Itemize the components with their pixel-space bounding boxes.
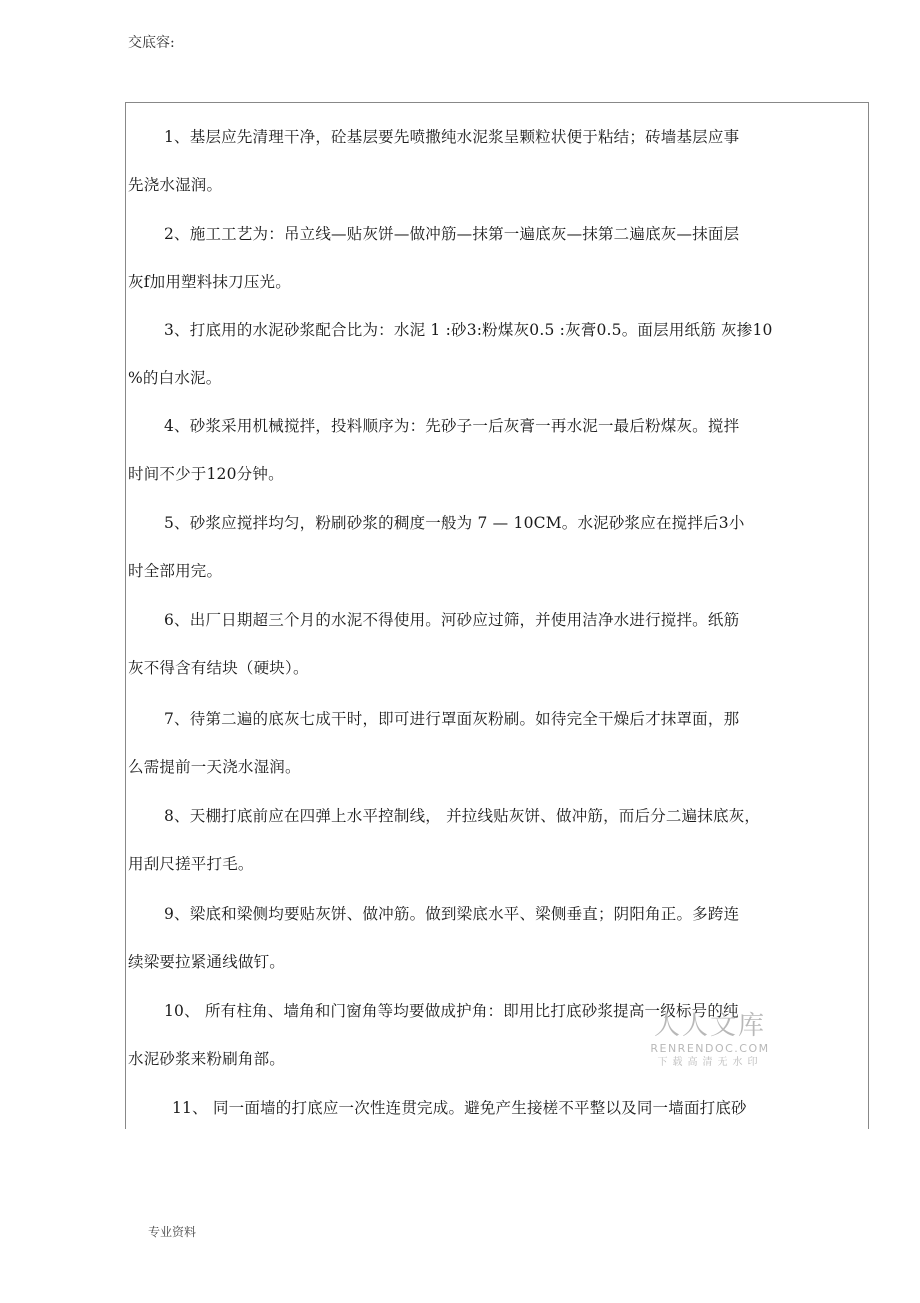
item-5-line-2: 时全部用完。 xyxy=(128,562,223,580)
item-2-line-2: 灰f加用塑料抹刀压光。 xyxy=(128,273,291,291)
item-8-line-1: 8、天棚打底前应在四弹上水平控制线， 并拉线贴灰饼、做冲筋，而后分二遍抹底灰， xyxy=(164,807,761,825)
content-box xyxy=(125,102,869,1129)
watermark-url: RENRENDOC.COM xyxy=(650,1042,770,1055)
watermark-logo xyxy=(645,1010,775,1070)
item-1-line-1: 1、基层应先清理干净，砼基层要先喷撒纯水泥浆呈颗粒状便于粘结；砖墙基层应事 xyxy=(164,128,740,146)
watermark-title: 人人文库 xyxy=(653,1011,766,1041)
item-8-line-2: 用刮尺搓平打毛。 xyxy=(128,855,254,873)
item-3-line-1: 3、打底用的水泥砂浆配合比为：水泥 1 :砂3:粉煤灰0.5 :灰膏0.5。面层用纸筋 灰掺10 xyxy=(164,321,773,339)
item-3-line-2: %的白水泥。 xyxy=(128,369,222,387)
item-9-line-1: 9、梁底和梁侧均要贴灰饼、做冲筋。做到梁底水平、梁侧垂直；阴阳角正。多跨连 xyxy=(164,905,740,923)
item-7-line-1: 7、待第二遍的底灰七成干时，即可进行罩面灰粉刷。如待完全干燥后才抹罩面，那 xyxy=(164,710,740,728)
item-7-line-2: 么需提前一天浇水湿润。 xyxy=(128,758,301,776)
item-5-line-1: 5、砂浆应搅拌均匀，粉刷砂浆的稠度一般为 7 — 10CM。水泥砂浆应在搅拌后3小 xyxy=(164,514,745,532)
page-footer: 专业资料 xyxy=(148,1225,197,1239)
page-header: 交底容: xyxy=(128,35,175,51)
item-9-line-2: 续梁要拉紧通线做钉。 xyxy=(128,953,286,971)
item-10-line-1: 10、 所有柱角、墙角和门窗角等均要做成护角：即用比打底砂浆提高一级标号的纯 xyxy=(164,1002,739,1020)
item-6-line-2: 灰不得含有结块（硬块）。 xyxy=(128,659,309,677)
item-4-line-2: 时间不少于120分钟。 xyxy=(128,465,284,483)
item-10-line-2: 水泥砂浆来粉刷角部。 xyxy=(128,1050,286,1068)
watermark-subtitle: 下载高清无水印 xyxy=(657,1057,763,1068)
item-2-line-1: 2、施工工艺为：吊立线—贴灰饼—做冲筋—抹第一遍底灰—抹第二遍底灰—抹面层 xyxy=(164,225,740,243)
item-6-line-1: 6、出厂日期超三个月的水泥不得使用。河砂应过筛，并使用洁净水进行搅拌。纸筋 xyxy=(164,611,740,629)
item-1-line-2: 先浇水湿润。 xyxy=(128,176,223,194)
item-11-line-1: 11、 同一面墙的打底应一次性连贯完成。避免产生接槎不平整以及同一墙面打底砂 xyxy=(172,1099,747,1117)
item-4-line-1: 4、砂浆采用机械搅拌，投料顺序为：先砂子一后灰膏一再水泥一最后粉煤灰。搅拌 xyxy=(164,417,740,435)
